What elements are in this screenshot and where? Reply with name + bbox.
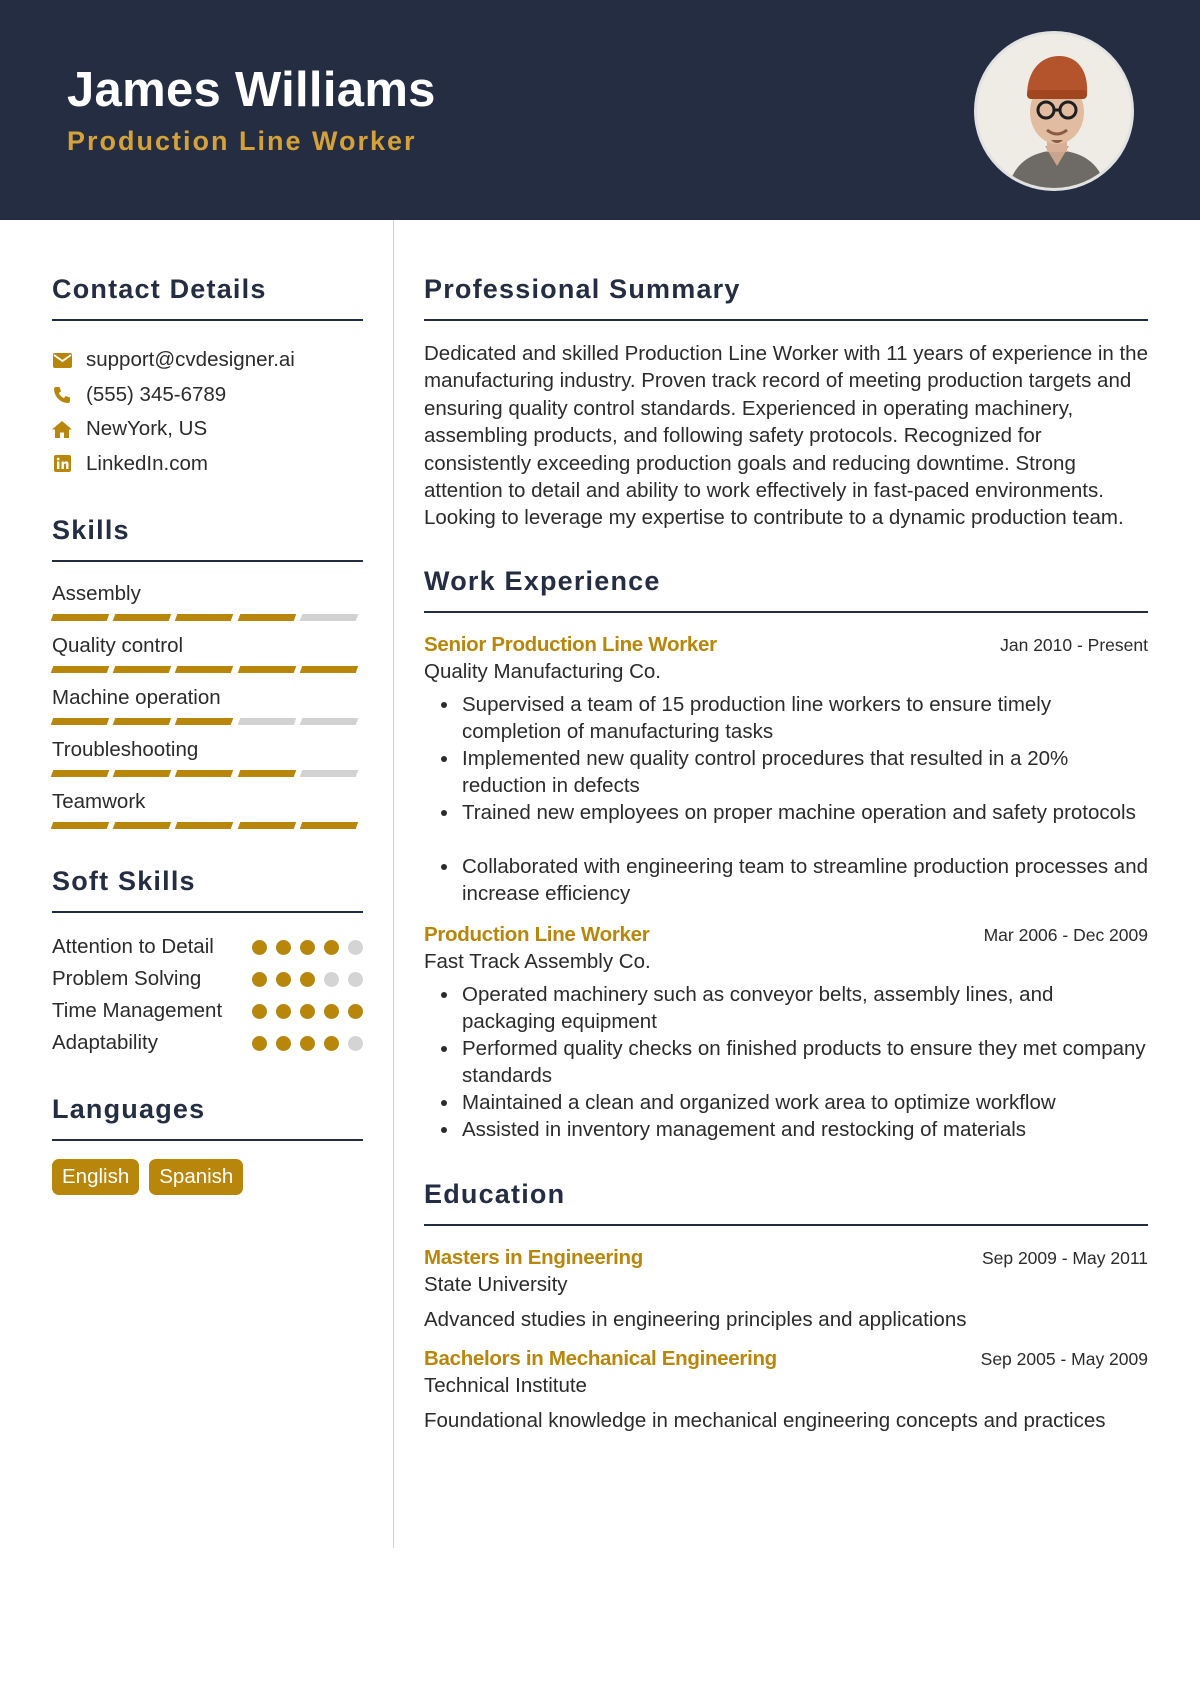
- job-bullet: Maintained a clean and organized work area to optimize workflow: [424, 1089, 1148, 1116]
- education-rule: [424, 1224, 1148, 1226]
- skill-level-segment: [300, 614, 359, 621]
- skill-level-segment: [175, 770, 234, 777]
- skill-level-segment: [237, 614, 296, 621]
- contact-rule: [52, 319, 363, 321]
- skill-item: [52, 736, 363, 778]
- rating-dot: [276, 940, 291, 955]
- skill-level-segment: [237, 770, 296, 777]
- job-bullet: Implemented new quality control procedures that resulted in a 20% reduction in defects: [424, 745, 1148, 799]
- skill-level-segment: [300, 718, 359, 725]
- skill-level-segment: [300, 822, 359, 829]
- skill-level-segment: [237, 666, 296, 673]
- job-company: Quality Manufacturing Co.: [424, 659, 662, 683]
- job-bullet: Collaborated with engineering team to streamline production processes and increase efficiency: [424, 853, 1148, 907]
- phone-icon: [52, 385, 72, 405]
- rating-dot: [300, 1004, 315, 1019]
- school-name: State University: [424, 1272, 568, 1296]
- skill-level-segment: [237, 822, 296, 829]
- education-date: Sep 2009 - May 2011: [981, 1247, 1148, 1268]
- soft-skills-rule: [52, 911, 363, 913]
- education-heading: Education: [424, 1178, 566, 1209]
- candidate-name: James Williams: [67, 63, 436, 117]
- degree-title: Bachelors in Mechanical Engineering: [424, 1347, 777, 1371]
- job-title: Senior Production Line Worker: [424, 632, 717, 656]
- header-banner: [0, 0, 1200, 220]
- language-badge: English: [52, 1159, 139, 1195]
- skill-item: [52, 788, 363, 830]
- summary-heading: Professional Summary: [424, 274, 741, 304]
- rating-dot: [252, 940, 267, 955]
- skill-level-segment: [300, 770, 359, 777]
- contact-location-text: NewYork, US: [86, 417, 208, 441]
- soft-skill-item: [52, 1029, 363, 1056]
- education-entry: [424, 1347, 1148, 1434]
- skill-level-bars: [52, 718, 363, 726]
- rating-dot: [348, 940, 363, 955]
- skill-level-segment: [175, 614, 234, 621]
- skill-item: [52, 632, 363, 674]
- languages-heading: Languages: [52, 1094, 206, 1124]
- summary-text: Dedicated and skilled Production Line Worker with 11 years of experience in the manufacturing industry. Proven track record of meeting production targets and ensuring quality control standards. Experienced in operating machinery, assembling products, and following safety protocols. Recognized for consistently exceeding production goals and reducing downtime. Strong attention to detail and ability to work effectively in fast-paced environments. Looking to leverage my expertise to contribute to a dynamic production team.: [424, 342, 1148, 530]
- soft-skills-list: [52, 933, 363, 1056]
- left-column: [52, 220, 363, 1195]
- education-section: [424, 1179, 1148, 1435]
- skill-item: [52, 580, 363, 622]
- soft-skill-rating: [243, 1004, 363, 1019]
- contact-phone[interactable]: [52, 378, 363, 413]
- rating-dot: [300, 1036, 315, 1051]
- contact-heading: Contact Details: [52, 274, 267, 304]
- summary-section: [424, 274, 1148, 532]
- job-bullet: Performed quality checks on finished products to ensure they met company standards: [424, 1035, 1148, 1089]
- skill-item: [52, 684, 363, 726]
- home-icon: [52, 419, 72, 439]
- contact-email[interactable]: [52, 343, 363, 378]
- rating-dot: [348, 1036, 363, 1051]
- rating-dot: [252, 1004, 267, 1019]
- contact-section: [52, 274, 363, 481]
- skill-level-segment: [175, 822, 234, 829]
- rating-dot: [252, 1036, 267, 1051]
- skill-level-segment: [51, 718, 110, 725]
- experience-heading: Work Experience: [424, 565, 661, 596]
- soft-skills-heading: Soft Skills: [52, 866, 196, 896]
- contact-linkedin-text: LinkedIn.com: [86, 451, 208, 475]
- rating-dot: [324, 940, 339, 955]
- languages-rule: [52, 1139, 363, 1141]
- right-column: [424, 220, 1148, 1435]
- skill-name: Assembly: [52, 582, 141, 605]
- contact-location: [52, 412, 363, 447]
- education-date: Sep 2005 - May 2009: [980, 1349, 1148, 1370]
- skill-level-segment: [113, 822, 172, 829]
- skill-level-segment: [300, 666, 359, 673]
- job-bullet: Assisted in inventory management and restocking of materials: [424, 1116, 1148, 1143]
- profile-photo: [974, 31, 1134, 191]
- soft-skill-item: [52, 997, 363, 1024]
- skills-heading: Skills: [52, 515, 130, 545]
- job-date: Jan 2010 - Present: [1000, 634, 1148, 655]
- soft-skill-rating: [243, 972, 363, 987]
- rating-dot: [276, 972, 291, 987]
- rating-dot: [324, 972, 339, 987]
- soft-skill-rating: [243, 1036, 363, 1051]
- education-entry: [424, 1246, 1148, 1333]
- job-bullet: Operated machinery such as conveyor belts, assembly lines, and packaging equipment: [424, 981, 1148, 1035]
- degree-title: Masters in Engineering: [424, 1245, 643, 1269]
- rating-dot: [324, 1004, 339, 1019]
- avatar-icon: [977, 34, 1134, 191]
- job-bullet: Supervised a team of 15 production line workers to ensure timely completion of manufacturing tasks: [424, 691, 1148, 745]
- rating-dot: [276, 1004, 291, 1019]
- summary-rule: [424, 319, 1148, 321]
- skill-level-bars: [52, 666, 363, 674]
- rating-dot: [348, 1004, 363, 1019]
- rating-dot: [300, 940, 315, 955]
- soft-skill-item: [52, 933, 363, 960]
- skill-level-segment: [237, 718, 296, 725]
- rating-dot: [324, 1036, 339, 1051]
- skill-name: Troubleshooting: [52, 738, 199, 761]
- contact-linkedin[interactable]: [52, 447, 363, 482]
- skill-level-bars: [52, 770, 363, 778]
- soft-skill-name: Problem Solving: [52, 967, 202, 990]
- skill-level-segment: [113, 718, 172, 725]
- soft-skill-rating: [243, 940, 363, 955]
- soft-skill-name: Attention to Detail: [52, 935, 214, 958]
- skill-name: Teamwork: [52, 790, 146, 813]
- job-entry: [424, 633, 1148, 907]
- education-desc: Foundational knowledge in mechanical engineering concepts and practices: [424, 1409, 1106, 1433]
- soft-skill-name: Time Management: [52, 999, 223, 1022]
- language-badge: Spanish: [149, 1159, 243, 1195]
- rating-dot: [300, 972, 315, 987]
- rating-dot: [252, 972, 267, 987]
- education-desc: Advanced studies in engineering principles and applications: [424, 1307, 967, 1331]
- skill-level-segment: [51, 822, 110, 829]
- skill-level-segment: [51, 666, 110, 673]
- contact-email-text: support@cvdesigner.ai: [86, 348, 295, 372]
- rating-dot: [348, 972, 363, 987]
- skills-rule: [52, 560, 363, 562]
- rating-dot: [276, 1036, 291, 1051]
- column-divider: [393, 220, 394, 1548]
- job-bullet: Trained new employees on proper machine operation and safety protocols: [424, 799, 1148, 826]
- skill-level-segment: [113, 770, 172, 777]
- skill-level-bars: [52, 822, 363, 830]
- candidate-title: Production Line Worker: [67, 126, 417, 156]
- contact-phone-text: (555) 345-6789: [86, 382, 227, 406]
- skill-level-segment: [51, 770, 110, 777]
- experience-section: [424, 566, 1148, 1143]
- skill-level-segment: [113, 666, 172, 673]
- skill-level-segment: [175, 718, 234, 725]
- languages-section: [52, 1094, 363, 1195]
- skill-name: Machine operation: [52, 686, 221, 709]
- skills-list: [52, 580, 363, 830]
- skills-section: [52, 515, 363, 830]
- job-title: Production Line Worker: [424, 922, 650, 946]
- experience-rule: [424, 611, 1148, 613]
- job-company: Fast Track Assembly Co.: [424, 949, 651, 973]
- linkedin-icon: [52, 454, 72, 474]
- skill-level-segment: [113, 614, 172, 621]
- job-date: Mar 2006 - Dec 2009: [983, 924, 1148, 945]
- job-entry: [424, 923, 1148, 1143]
- skill-name: Quality control: [52, 634, 184, 657]
- school-name: Technical Institute: [424, 1374, 587, 1398]
- skill-level-segment: [51, 614, 110, 621]
- soft-skill-item: [52, 965, 363, 992]
- skill-level-bars: [52, 614, 363, 622]
- envelope-icon: [52, 350, 72, 370]
- skill-level-segment: [175, 666, 234, 673]
- soft-skills-section: [52, 866, 363, 1056]
- soft-skill-name: Adaptability: [52, 1031, 158, 1054]
